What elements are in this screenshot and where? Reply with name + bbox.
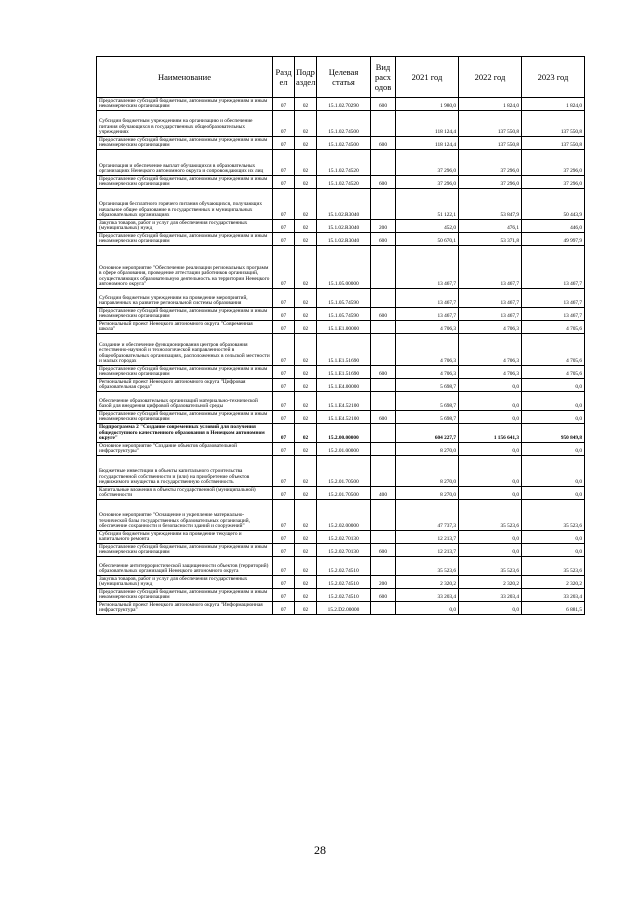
row-value-2023: 1 824,0 [522,98,585,111]
row-value-2023: 35 523,6 [522,500,585,531]
row-value-2023: 950 849,8 [522,424,585,443]
row-target-article: 15.1.02.R3040 [317,189,371,220]
row-name: Организация и обеспечение выплат обучающихся в образовательных организациях Ненецкого автономного округа и сопровождающих их лиц [97,150,273,176]
row-razdel: 07 [273,557,295,576]
row-value-2023: 0,0 [522,544,585,557]
row-value-2023: 4 705,6 [522,366,585,379]
row-value-2023: 0,0 [522,411,585,424]
row-value-2023: 0,0 [522,456,585,487]
table-body [97,98,585,615]
row-razdel: 07 [273,487,295,500]
row-expense-type [371,334,396,366]
row-target-article: 15.2.02.70130 [317,531,371,544]
row-expense-type [371,500,396,531]
row-name: Создание и обеспечение функционирования центров образования естественно-научной и технологической направленностей в общеобразовательных организациях, расположенных в сельской местности и малых городах [97,334,273,366]
row-target-article: 15.2.02.74510 [317,589,371,602]
row-value-2021: 13 467,7 [396,308,459,321]
row-value-2021: 1 980,0 [396,98,459,111]
row-podrazdel: 02 [295,443,317,456]
row-value-2021: 8 270,0 [396,487,459,500]
table-row [97,289,585,308]
row-name: Предоставление субсидий бюджетным, автономным учреждениям и иным некоммерческим организациям [97,176,273,189]
row-value-2021: 2 320,2 [396,576,459,589]
row-value-2021: 33 203,4 [396,589,459,602]
row-value-2023: 50 443,9 [522,189,585,220]
row-target-article: 15.2.02.74510 [317,557,371,576]
row-podrazdel: 02 [295,189,317,220]
table-row [97,246,585,289]
row-value-2021: 5 698,7 [396,411,459,424]
row-value-2022: 35 523,6 [459,557,522,576]
row-value-2022: 0,0 [459,392,522,411]
table-row [97,602,585,615]
row-value-2023: 37 296,0 [522,150,585,176]
row-value-2021: 51 122,1 [396,189,459,220]
row-target-article: 15.1.E4.52100 [317,392,371,411]
row-target-article: 15.2.01.00000 [317,443,371,456]
row-value-2021: 12 213,7 [396,544,459,557]
page-number: 28 [314,843,326,857]
row-razdel: 07 [273,531,295,544]
row-expense-type [371,379,396,392]
row-name: Предоставление субсидий бюджетным, автономным учреждениям и иным некоммерческим организациям [97,411,273,424]
row-target-article: 15.2.D2.00000 [317,602,371,615]
budget-table [96,56,585,615]
row-podrazdel: 02 [295,220,317,233]
row-value-2021: 37 296,0 [396,176,459,189]
row-podrazdel: 02 [295,308,317,321]
row-value-2023: 0,0 [522,443,585,456]
row-target-article: 15.2.00.00000 [317,424,371,443]
row-value-2021: 37 296,0 [396,150,459,176]
row-name: Региональный проект Ненецкого автономного округа "Информационная инфраструктура" [97,602,273,615]
row-name: Основное мероприятие "Обеспечение реализации региональных программ в сфере образования, проведение аттестации работников организаций, осуществляющих образовательную деятельность на территории Ненецкого автономного округа" [97,246,273,289]
row-value-2021: 5 698,7 [396,392,459,411]
table-row [97,487,585,500]
table-row [97,137,585,150]
row-value-2023: 0,0 [522,379,585,392]
table-row [97,189,585,220]
row-expense-type: 600 [371,98,396,111]
header-expense-type: Вид расх одов [371,57,396,98]
row-value-2022: 4 706,3 [459,321,522,334]
row-target-article: 15.1.02.74500 [317,111,371,137]
row-razdel: 07 [273,321,295,334]
row-podrazdel: 02 [295,531,317,544]
row-target-article: 15.2.01.70500 [317,456,371,487]
row-podrazdel: 02 [295,111,317,137]
row-name: Обеспечение антитеррористической защищенности объектов (территорий) образовательных организаций Ненецкого автономного округа [97,557,273,576]
row-expense-type [371,289,396,308]
document-sheet [96,56,584,615]
row-razdel: 07 [273,443,295,456]
row-expense-type: 600 [371,176,396,189]
row-razdel: 07 [273,544,295,557]
row-podrazdel: 02 [295,379,317,392]
row-value-2023: 49 997,9 [522,233,585,246]
table-row [97,531,585,544]
row-value-2021: 13 467,7 [396,246,459,289]
row-razdel: 07 [273,334,295,366]
row-expense-type: 600 [371,233,396,246]
header-razdel: Разд ел [273,57,295,98]
row-target-article: 15.1.02.R3040 [317,233,371,246]
table-row [97,576,585,589]
header-name: Наименование [97,57,273,98]
row-expense-type: 400 [371,487,396,500]
row-name: Субсидии бюджетным учреждениям на организацию и обеспечение питания обучающихся в государственных общеобразовательных учреждениях [97,111,273,137]
row-value-2022: 0,0 [459,456,522,487]
header-year-2022: 2022 год [459,57,522,98]
row-target-article: 15.1.02.74500 [317,137,371,150]
row-value-2021: 4 706,3 [396,366,459,379]
row-value-2023: 33 203,4 [522,589,585,602]
row-razdel: 07 [273,98,295,111]
row-value-2022: 35 523,6 [459,500,522,531]
row-value-2022: 0,0 [459,443,522,456]
row-podrazdel: 02 [295,334,317,366]
row-value-2021: 12 213,7 [396,531,459,544]
row-podrazdel: 02 [295,424,317,443]
row-razdel: 07 [273,576,295,589]
table-row [97,220,585,233]
row-value-2022: 0,0 [459,411,522,424]
row-name: Предоставление субсидий бюджетным, автономным учреждениям и иным некоммерческим организациям [97,366,273,379]
row-razdel: 07 [273,308,295,321]
row-name: Капитальные вложения в объекты государственной (муниципальной) собственности [97,487,273,500]
row-razdel: 07 [273,289,295,308]
header-year-2021: 2021 год [396,57,459,98]
row-razdel: 07 [273,233,295,246]
table-header-row [97,57,585,98]
row-razdel: 07 [273,500,295,531]
row-podrazdel: 02 [295,137,317,150]
row-expense-type [371,150,396,176]
row-name: Предоставление субсидий бюджетным, автономным учреждениям и иным некоммерческим организациям [97,137,273,150]
row-target-article: 15.1.E4.00000 [317,379,371,392]
row-podrazdel: 02 [295,487,317,500]
row-expense-type [371,602,396,615]
row-podrazdel: 02 [295,176,317,189]
table-row [97,366,585,379]
row-value-2023: 6 881,5 [522,602,585,615]
row-value-2022: 2 320,2 [459,576,522,589]
row-value-2021: 0,0 [396,602,459,615]
table-row [97,334,585,366]
row-razdel: 07 [273,392,295,411]
row-value-2021: 35 523,6 [396,557,459,576]
table-row [97,456,585,487]
row-name: Организация бесплатного горячего питания обучающихся, получающих начальное общее образование в государственных и муниципальных образовательных организациях [97,189,273,220]
table-row [97,544,585,557]
row-podrazdel: 02 [295,589,317,602]
table-row [97,392,585,411]
row-value-2021: 5 698,7 [396,379,459,392]
row-name: Субсидии бюджетным учреждениям на проведение мероприятий, направленных на развитие региональной системы образования [97,289,273,308]
row-target-article: 15.1.02.74520 [317,150,371,176]
row-expense-type [371,321,396,334]
row-value-2022: 0,0 [459,379,522,392]
row-name: Основное мероприятие "Оснащение и укрепление материально-технической базы государственных образовательных организаций, обеспечение сохранности и безопасности зданий и сооружений" [97,500,273,531]
row-value-2022: 0,0 [459,544,522,557]
row-target-article: 15.1.E4.52100 [317,411,371,424]
row-value-2022: 476,1 [459,220,522,233]
row-razdel: 07 [273,379,295,392]
row-podrazdel: 02 [295,366,317,379]
row-target-article: 15.1.E1.00000 [317,321,371,334]
row-podrazdel: 02 [295,98,317,111]
row-expense-type: 600 [371,137,396,150]
row-value-2021: 8 270,0 [396,443,459,456]
row-razdel: 07 [273,424,295,443]
row-razdel: 07 [273,602,295,615]
row-name: Региональный проект Ненецкого автономного округа "Цифровая образовательная среда" [97,379,273,392]
row-name: Подпрограмма 2 "Создание современных условий для получения общедоступного качественного образования в Ненецком автономном округе" [97,424,273,443]
row-target-article: 15.2.02.70130 [317,544,371,557]
row-value-2021: 452,0 [396,220,459,233]
header-podrazdel: Подр аздел [295,57,317,98]
row-razdel: 07 [273,589,295,602]
row-value-2023: 37 296,0 [522,176,585,189]
row-podrazdel: 02 [295,411,317,424]
row-podrazdel: 02 [295,289,317,308]
row-value-2021: 118 124,4 [396,137,459,150]
row-value-2022: 137 550,8 [459,111,522,137]
row-expense-type [371,557,396,576]
row-name: Бюджетные инвестиции в объекты капитального строительства государственной собственности и (или) на приобретение объектов недвижимого имущества в государственную собственность [97,456,273,487]
row-podrazdel: 02 [295,602,317,615]
row-value-2022: 1 156 641,3 [459,424,522,443]
row-name: Региональный проект Ненецкого автономного округа "Современная школа" [97,321,273,334]
row-value-2022: 0,0 [459,531,522,544]
row-razdel: 07 [273,456,295,487]
row-expense-type: 600 [371,544,396,557]
table-row [97,411,585,424]
row-value-2023: 13 467,7 [522,246,585,289]
row-value-2023: 4 705,6 [522,334,585,366]
row-expense-type [371,111,396,137]
row-podrazdel: 02 [295,321,317,334]
row-target-article: 15.1.02.74520 [317,176,371,189]
row-expense-type [371,392,396,411]
table-row [97,500,585,531]
row-value-2022: 53 847,9 [459,189,522,220]
row-name: Закупка товаров, работ и услуг для обеспечения государственных (муниципальных) нужд [97,220,273,233]
table-row [97,443,585,456]
row-value-2022: 37 296,0 [459,176,522,189]
row-value-2022: 4 706,3 [459,334,522,366]
row-value-2021: 118 124,4 [396,111,459,137]
row-razdel: 07 [273,189,295,220]
table-row [97,111,585,137]
row-razdel: 07 [273,366,295,379]
row-podrazdel: 02 [295,392,317,411]
row-value-2023: 13 467,7 [522,308,585,321]
row-target-article: 15.2.02.74510 [317,576,371,589]
row-value-2021: 47 737,3 [396,500,459,531]
row-value-2022: 13 467,7 [459,289,522,308]
row-podrazdel: 02 [295,500,317,531]
row-razdel: 07 [273,111,295,137]
row-expense-type [371,189,396,220]
row-expense-type: 600 [371,308,396,321]
table-row [97,308,585,321]
row-expense-type [371,443,396,456]
row-value-2022: 13 467,7 [459,246,522,289]
row-razdel: 07 [273,220,295,233]
row-value-2021: 4 706,3 [396,321,459,334]
header-year-2023: 2023 год [522,57,585,98]
row-podrazdel: 02 [295,246,317,289]
row-target-article: 15.2.01.70500 [317,487,371,500]
row-name: Предоставление субсидий бюджетным, автономным учреждениям и иным некоммерческим организациям [97,98,273,111]
row-value-2022: 53 371,8 [459,233,522,246]
row-value-2023: 4 705,6 [522,321,585,334]
row-value-2022: 0,0 [459,487,522,500]
row-target-article: 15.1.02.70290 [317,98,371,111]
row-razdel: 07 [273,246,295,289]
row-expense-type: 200 [371,576,396,589]
row-value-2022: 4 706,3 [459,366,522,379]
row-value-2023: 0,0 [522,531,585,544]
row-value-2022: 37 296,0 [459,150,522,176]
table-row [97,98,585,111]
row-target-article: 15.1.02.R3040 [317,220,371,233]
row-value-2022: 33 203,4 [459,589,522,602]
row-value-2023: 137 550,8 [522,137,585,150]
table-row [97,150,585,176]
row-razdel: 07 [273,137,295,150]
row-razdel: 07 [273,176,295,189]
table-row [97,589,585,602]
row-target-article: 15.1.05.74590 [317,308,371,321]
row-value-2023: 0,0 [522,487,585,500]
row-value-2022: 0,0 [459,602,522,615]
row-expense-type [371,531,396,544]
row-name: Предоставление субсидий бюджетным, автономным учреждениям и иным некоммерческим организациям [97,589,273,602]
row-value-2021: 8 270,0 [396,456,459,487]
table-row [97,379,585,392]
row-razdel: 07 [273,150,295,176]
row-expense-type [371,424,396,443]
row-expense-type: 600 [371,589,396,602]
row-podrazdel: 02 [295,233,317,246]
row-expense-type: 600 [371,411,396,424]
row-name: Закупка товаров, работ и услуг для обеспечения государственных (муниципальных) нужд [97,576,273,589]
table-row [97,424,585,443]
table-row [97,557,585,576]
table-row [97,233,585,246]
row-value-2021: 4 706,3 [396,334,459,366]
row-name: Субсидии бюджетным учреждениям на проведение текущего и капитального ремонта [97,531,273,544]
row-value-2023: 137 550,8 [522,111,585,137]
row-value-2021: 50 670,1 [396,233,459,246]
row-value-2022: 1 824,0 [459,98,522,111]
row-target-article: 15.1.05.00000 [317,246,371,289]
row-value-2023: 13 467,7 [522,289,585,308]
row-target-article: 15.1.E1.51690 [317,334,371,366]
row-value-2022: 13 467,7 [459,308,522,321]
table-row [97,321,585,334]
row-name: Предоставление субсидий бюджетным, автономным учреждениям и иным некоммерческим организациям [97,308,273,321]
header-target-article: Целевая статья [317,57,371,98]
row-name: Предоставление субсидий бюджетным, автономным учреждениям и иным некоммерческим организациям [97,233,273,246]
row-target-article: 15.1.05.74590 [317,289,371,308]
row-name: Предоставление субсидий бюджетным, автономным учреждениям и иным некоммерческим организациям [97,544,273,557]
row-value-2023: 35 523,6 [522,557,585,576]
row-value-2022: 137 550,8 [459,137,522,150]
row-value-2021: 13 467,7 [396,289,459,308]
row-name: Основное мероприятие "Создание объектов образовательной инфраструктуры" [97,443,273,456]
row-podrazdel: 02 [295,456,317,487]
row-podrazdel: 02 [295,544,317,557]
row-podrazdel: 02 [295,150,317,176]
row-name: Обеспечение образовательных организаций материально-технической базой для внедрения цифровой образовательной среды [97,392,273,411]
row-podrazdel: 02 [295,557,317,576]
row-expense-type: 200 [371,220,396,233]
row-value-2023: 0,0 [522,392,585,411]
row-expense-type [371,246,396,289]
row-expense-type [371,456,396,487]
row-target-article: 15.2.02.00000 [317,500,371,531]
row-value-2021: 604 227,7 [396,424,459,443]
row-value-2023: 2 320,2 [522,576,585,589]
row-podrazdel: 02 [295,576,317,589]
table-row [97,176,585,189]
row-target-article: 15.1.E1.51690 [317,366,371,379]
row-razdel: 07 [273,411,295,424]
row-expense-type: 600 [371,366,396,379]
row-value-2023: 446,0 [522,220,585,233]
